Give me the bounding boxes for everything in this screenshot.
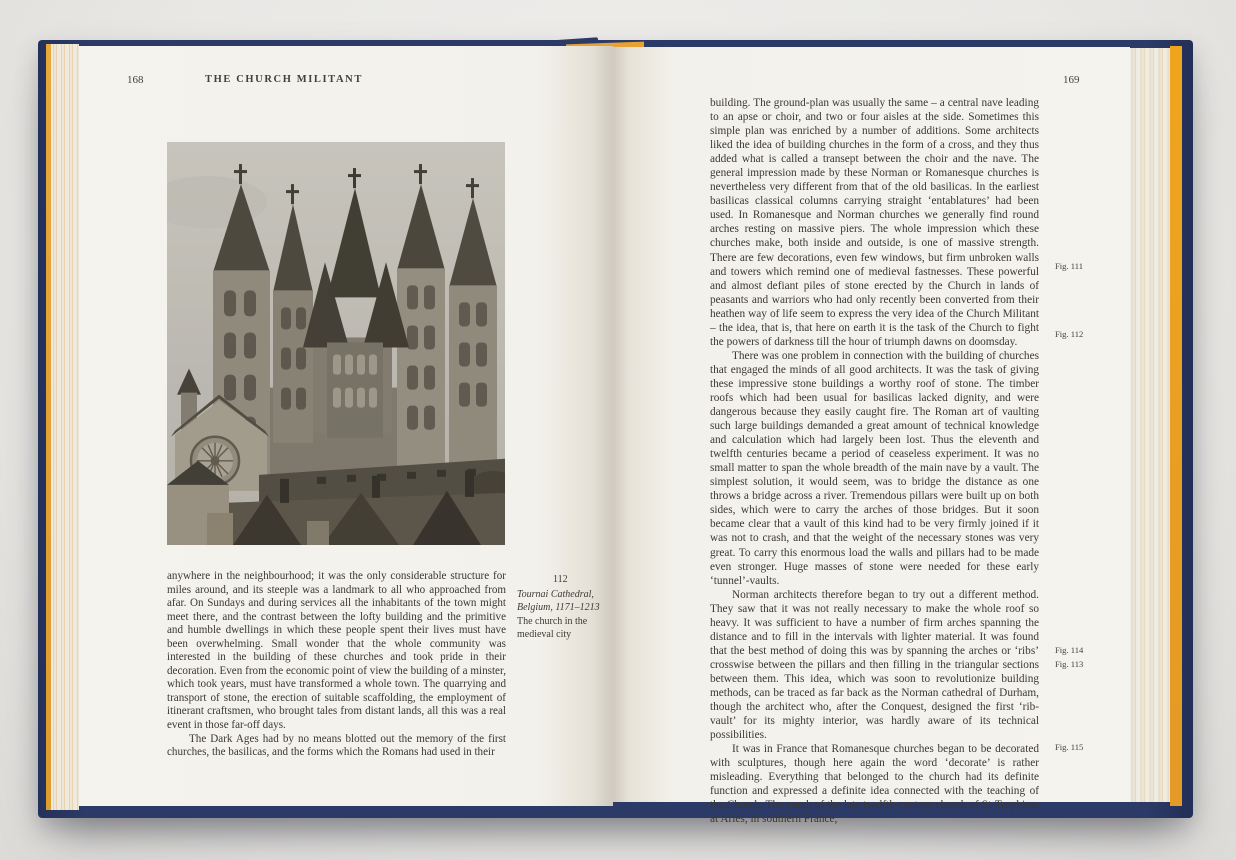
left-page-body <box>167 570 506 760</box>
figure-caption <box>517 573 607 642</box>
paragraph: anywhere in the neighbourhood; it was the only considerable structure for miles around, and its steeple was a landmark to all who approached from afar. On Sundays and during services all the inhabitants of the town might meet there, and the contrast between the lofty building and the primitive and humble dwellings in which these people spent their lives must have been overwhelming. Small wonder that the whole community was interested in the building of these churches and took pride in their decoration. Even from the economic point of view the building of a minster, which took years, must have transformed a whole town. The quarrying and transport of stone, the erection of suitable scaffolding, the employment of itinerant craftsmen, who brought tales from distant lands, all this was a real event in those far-off days. <box>167 570 506 732</box>
figure-reference: Fig. 113 <box>1055 659 1084 669</box>
caption-number: 112 <box>553 574 568 585</box>
paragraph: There was one problem in connection with the building of churches that engaged the minds of all good architects. It was the task of giving these impressive stone buildings a worthy roof of stone. The timber roofs which had been usual for basilicas lacked dignity, and were dangerous because they easily caught fire. The Roman art of vaulting such large buildings demanded a great amount of technical knowledge and calculation which had largely been lost. Thus the eleventh and twelfth centuries became a period of ceaseless experiment. It was no small matter to span the whole breadth of the main nave by a vault. The simplest solution, it would seem, was to bridge the distance as one throws a bridge across a river. Tremendous pillars were built up on both sides, which were to carry the arches of those bridges. But it soon became clear that a vault of this kind had to be very firmly joined if it was not to crash, and that the weight of the necessary stones was very great. To carry this enormous load the walls and pillars had to be made even stronger. Huge masses of stone were needed for these early ‘tunnel’-vaults. <box>710 349 1039 587</box>
paragraph: It was in France that Romanesque churches began to be decorated with sculptures, though here again the word ‘decorate’ is rather misleading. Everything that belonged to the church had its definite function and expressed a definite idea connected with the teaching of the Church. The porch of the late twelfth-century church of St-Trophime at Arles, in southern France, <box>710 743 1039 826</box>
right-page <box>613 47 1130 826</box>
right-page-edges <box>1129 48 1170 802</box>
caption-subtitle: Belgium, 1171–1213 <box>517 602 600 613</box>
cathedral-photo <box>167 142 505 545</box>
figure-reference: Fig. 114 <box>1055 645 1084 655</box>
left-page <box>79 46 613 806</box>
paragraph: Norman architects therefore began to try out a different method. They saw that it was not really necessary to make the whole roof so heavy. It was sufficient to have a number of firm arches spanning the distance and to fill in the intervals with lighter material. It was found that the best method of doing this was by spanning the arches or ‘ribs’ crosswise between the pillars and then filling in the triangular sections between them. This idea, which was soon to revolutionize building methods, can be traced as far back as the Norman cathedral of Durham, though the architect who, after the Conquest, designed the first ‘rib-vault’ for its mighty interior, was hardly aware of its technical possibilities. <box>710 588 1039 742</box>
right-page-number: 169 <box>1063 74 1080 86</box>
cathedral-photo-illustration <box>167 142 505 545</box>
figure-reference: Fig. 112 <box>1055 329 1084 339</box>
right-page-body <box>710 96 1039 826</box>
caption-description-line2: medieval city <box>517 629 572 640</box>
caption-description-line1: The church in the <box>517 615 588 627</box>
figure-reference: Fig. 111 <box>1055 261 1084 271</box>
figure-reference: Fig. 115 <box>1055 742 1084 752</box>
right-edge-yellow-band <box>1170 46 1182 806</box>
paragraph: The Dark Ages had by no means blotted out the memory of the first churches, the basilicas, and the forms which the Romans had used in their <box>167 732 506 759</box>
caption-title: Tournai Cathedral, <box>517 588 594 600</box>
left-page-edges <box>51 44 79 810</box>
paragraph: building. The ground-plan was usually the same – a central nave leading to an apse or choir, and two or four aisles at the side. Sometimes this simple plan was enriched by a number of additions. Some architects liked the idea of building churches in the form of a cross, and they thus added what is called a transept between the choir and the nave. The general impression made by these Norman or Romanesque churches is nevertheless very different from that of the old basilicas. In the earliest basilicas classical columns carrying straight ‘entablatures’ had been used. In Romanesque and Norman churches we generally find round arches resting on massive piers. The whole impression which these churches make, both inside and outside, is one of massive strength. There are few decorations, even few windows, but firm unbroken walls and towers which remind one of medieval fastnesses. These powerful and almost defiant piles of stone erected by the Church in lands of peasants and warriors who had only recently been converted from their heathen way of life seem to express the very idea of the Church Militant – the idea, that is, that here on earth it is the task of the Church to fight the powers of darkness till the hour of triumph dawns on doomsday. <box>710 97 1039 348</box>
left-page-number: 168 <box>127 74 144 86</box>
running-head: THE CHURCH MILITANT <box>205 74 363 85</box>
